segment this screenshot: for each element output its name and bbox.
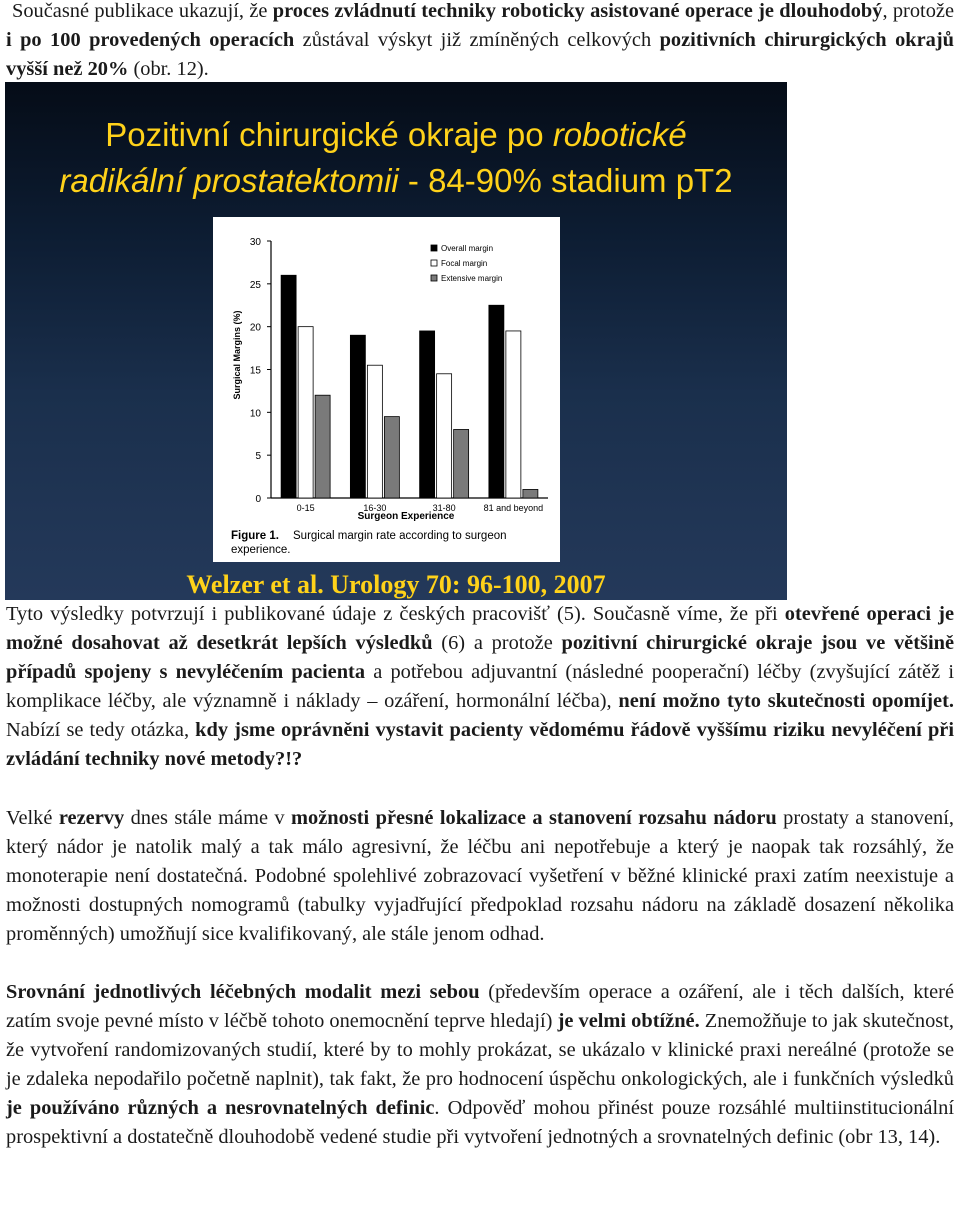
legend-label: Overall margin xyxy=(441,244,494,253)
text-run: Nabízí se tedy otázka, xyxy=(6,719,196,741)
bold-run: je používáno různých a nesrovnatelných definic xyxy=(6,1097,435,1119)
slide-citation: Welzer et al. Urology 70: 96-100, 2007 xyxy=(186,570,606,599)
text-run: Znemožňuje to jak skutečnost, že vytvoření randomizovaných studií, které by to mohly prokázat, se ukázalo v klinické praxi nereálné (protože se je zdaleka nepodařilo početně naplnit), tak fakt, že pro hodnocení úspěchu onkologických, ale i funkčních výsledků xyxy=(6,1010,954,1090)
text-run: Tyto výsledky potvrzují i publikované údaje z českých pracovišť (5). Současně víme, že při xyxy=(6,603,785,625)
bold-run: i po 100 provedených operacích xyxy=(6,29,295,51)
results-paragraph xyxy=(6,600,954,774)
slide-title-line-2 xyxy=(5,161,787,201)
text-run: Současné publikace ukazují, že xyxy=(12,0,273,22)
bold-run: Srovnání jednotlivých léčebných modalit mezi sebou xyxy=(6,981,480,1003)
text-run: Velké xyxy=(6,807,59,829)
legend-label: Focal margin xyxy=(441,259,488,268)
bold-run: není možno tyto skutečnosti opomíjet. xyxy=(618,690,954,712)
text-run: . Odpověď mohou přinést pouze rozsáhlé multiinstitucionální prospektivní a dostatečně dlouhodobě vedené studie při vytvoření jednotných a srovnatelných definic (obr 13, 14). xyxy=(6,1097,954,1148)
slide-title-italic: radikální prostatektomii xyxy=(59,162,399,199)
bar-focal-margin xyxy=(298,327,313,498)
slide-title-line-1 xyxy=(5,115,787,155)
bar-extensive-margin xyxy=(523,489,538,498)
reserves-paragraph xyxy=(6,804,954,949)
y-axis-label: Surgical Margins (%) xyxy=(232,310,242,400)
bar-extensive-margin xyxy=(384,417,399,498)
bold-run: kdy jsme oprávněni vystavit pacienty vědomému řádově vyššímu riziku nevyléčení při zvládání techniky nové metody?!? xyxy=(6,719,954,770)
text-run: (6) a protože xyxy=(432,632,562,654)
legend-swatch xyxy=(431,260,437,266)
x-axis-label: Surgeon Experience xyxy=(357,511,455,522)
legend-label: Extensive margin xyxy=(441,274,503,283)
bold-run: otevřené operaci je možné dosahovat až desetkrát lepších výsledků xyxy=(6,603,954,654)
bar-extensive-margin xyxy=(315,395,330,498)
bar-overall-margin xyxy=(350,335,365,498)
comparison-paragraph xyxy=(6,978,954,1152)
bar-focal-margin xyxy=(367,365,382,498)
x-tick-label: 31-80 xyxy=(432,503,456,513)
chart-legend xyxy=(431,244,502,283)
y-tick-label: 25 xyxy=(249,279,261,291)
y-tick-label: 5 xyxy=(255,451,261,463)
bar-overall-margin xyxy=(281,275,296,498)
bar-chart xyxy=(213,217,560,562)
text-run: , protože xyxy=(882,0,954,22)
slide-title-text: - 84-90% stadium pT2 xyxy=(398,162,733,199)
bar-focal-margin xyxy=(437,374,452,498)
y-tick-label: 15 xyxy=(249,365,261,377)
text-run: (především operace a ozáření, ale i těch dalších, které zatím svoje pevné místo v léčbě tohoto onemocnění teprve hledají) xyxy=(6,981,954,1032)
x-tick-label: 0-15 xyxy=(296,503,315,513)
text-run: a potřebou adjuvantní (následné pooperační) léčby (zvyšující zátěž i komplikace léčby, ale významně i náklady – ozáření, hormonální léčba), xyxy=(6,661,954,712)
chart-bars xyxy=(281,275,538,498)
bold-run: rezervy xyxy=(58,807,125,829)
slide-title-text: Pozitivní chirurgické okraje po xyxy=(105,116,553,153)
intro-paragraph xyxy=(6,0,954,84)
y-tick-label: 0 xyxy=(255,494,261,505)
x-tick-label: 81 and beyond xyxy=(483,503,544,513)
y-tick-label: 30 xyxy=(249,237,261,248)
bar-overall-margin xyxy=(489,305,504,498)
bold-run: je velmi obtížné. xyxy=(557,1010,700,1032)
presentation-slide-image xyxy=(5,82,787,600)
legend-swatch xyxy=(431,275,437,281)
bar-focal-margin xyxy=(506,331,521,498)
bold-run: proces zvládnutí techniky roboticky asistované operace je dlouhodobý xyxy=(272,0,883,22)
text-run: zůstával výskyt již zmíněných celkových xyxy=(294,29,660,51)
bar-overall-margin xyxy=(420,331,435,498)
legend-swatch xyxy=(431,245,437,251)
bold-run: možnosti přesné lokalizace a stanovení rozsahu nádoru xyxy=(291,807,777,829)
x-tick-label: 16-30 xyxy=(363,503,387,513)
bold-run: pozitivní chirurgické okraje jsou ve většině případů spojeny s nevyléčením pacienta xyxy=(6,632,955,683)
figure-caption-line-2: experience. xyxy=(231,544,291,556)
figure-caption-label: Figure 1. xyxy=(231,530,279,542)
figure-caption-line-1: Surgical margin rate according to surgeon xyxy=(293,530,507,542)
bar-chart-figure xyxy=(213,217,560,562)
bold-run: pozitivních chirurgických okrajů vyšší než 20% xyxy=(6,29,954,80)
text-run: dnes stále máme v xyxy=(124,807,292,829)
bar-extensive-margin xyxy=(454,429,469,498)
y-axis-ticks xyxy=(250,237,271,505)
text-run: prostaty a stanovení, který nádor je natolik malý a tak málo agresivní, že léčbu ani nepotřebuje a který je naopak tak rozsáhlý, že monoterapie není dostatečná. Podobné spolehlivé zobrazovací vyšetření v běžné klinické praxi zatím neexistuje a možnosti dostupných nomogramů (tabulky vyjadřující předpoklad rozsahu nádoru na základě dosazení několika proměnných) umožňují sice kvalifikovaný, ale stále jenom odhad. xyxy=(6,807,955,945)
y-tick-label: 10 xyxy=(249,408,261,420)
slide-title-italic: robotické xyxy=(552,116,687,153)
text-run: (obr. 12). xyxy=(128,58,209,80)
y-tick-label: 20 xyxy=(249,322,261,334)
